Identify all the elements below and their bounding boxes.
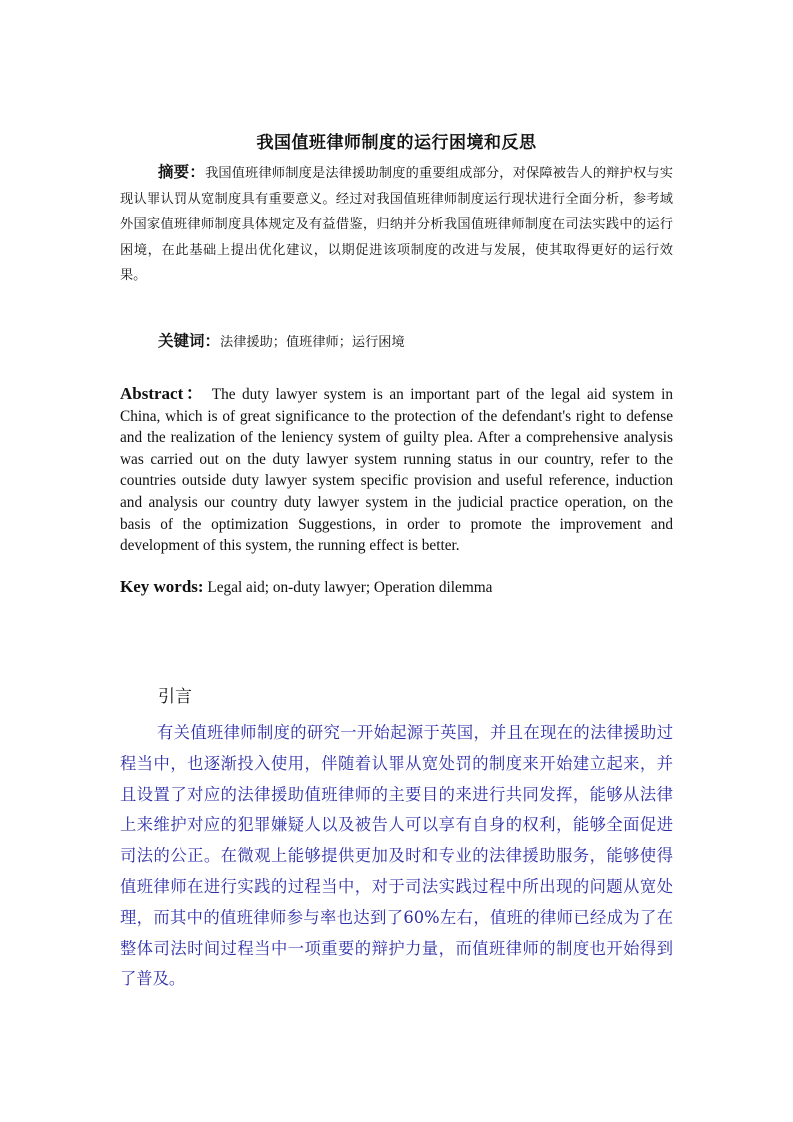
chinese-keywords-text: 法律援助；值班律师；运行困境	[220, 335, 405, 350]
introduction-heading: 引言	[158, 687, 192, 707]
chinese-keywords-label: 关键词：	[158, 332, 221, 350]
english-keywords	[120, 576, 673, 599]
chinese-abstract-label: 摘要：	[158, 163, 206, 181]
chinese-abstract	[120, 160, 673, 289]
chinese-keywords	[158, 328, 673, 356]
english-keywords-label: Key words:	[120, 577, 204, 596]
chinese-abstract-text: 我国值班律师制度是法律援助制度的重要组成部分，对保障被告人的辩护权与实现认罪认罚从宽制度具有重要意义。经过对我国值班律师制度运行现状进行全面分析，参考域外国家值班律师制度具体规定及有益借鉴，归纳并分析我国值班律师制度在司法实践中的运行困境，在此基础上提出优化建议，以期促进该项制度的改进与发展，使其取得更好的运行效果。	[120, 166, 673, 284]
english-abstract-label: Abstract：	[120, 384, 206, 403]
english-abstract-text: The duty lawyer system is an important part of the legal aid system in China, which is of great significance to the protection of the defendant's right to defense and the realization of the leniency system of guilty plea. After a comprehensive analysis was carried out on the duty lawyer system running status in our country, refer to the countries outside duty lawyer system specific provision and useful reference, induction and analysis our country duty lawyer system in the judicial practice operation, on the basis of the optimization Suggestions, in order to promote the improvement and development of this system, the running effect is better.	[120, 386, 673, 555]
introduction-text: 有关值班律师制度的研究一开始起源于英国，并且在现在的法律援助过程当中，也逐渐投入使用，伴随着认罪从宽处罚的制度来开始建立起来，并且设置了对应的法律援助值班律师的主要目的来进行共同发挥，能够从法律上来维护对应的犯罪嫌疑人以及被告人可以享有自身的权利，能够全面促进司法的公正。在微观上能够提供更加及时和专业的法律援助服务，能够使得值班律师在进行实践的过程当中，对于司法实践过程中所出现的问题从宽处理，而其中的值班律师参与率也达到了60%左右，值班的律师已经成为了在整体司法时间过程当中一项重要的辩护力量，而值班律师的制度也开始得到了普及。	[120, 723, 673, 989]
paper-title: 我国值班律师制度的运行困境和反思	[256, 133, 537, 154]
english-abstract	[120, 383, 673, 557]
english-keywords-text: Legal aid; on-duty lawyer; Operation dilemma	[207, 579, 493, 596]
